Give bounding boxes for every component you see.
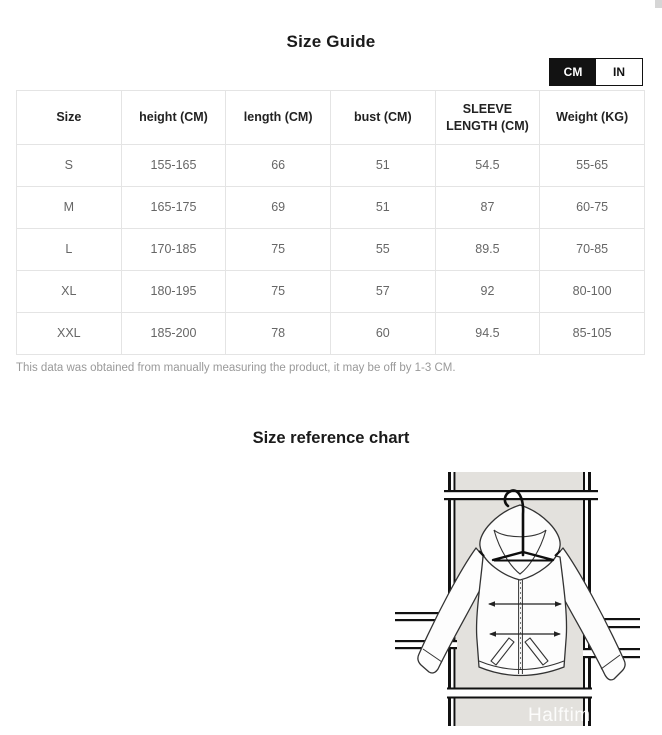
size-table-cell: 51 bbox=[330, 145, 435, 187]
size-table-cell: 60-75 bbox=[540, 187, 645, 229]
size-table-cell: 92 bbox=[435, 271, 540, 313]
size-table-cell: 80-100 bbox=[540, 271, 645, 313]
size-table-cell: 89.5 bbox=[435, 229, 540, 271]
size-table-cell: 94.5 bbox=[435, 313, 540, 355]
size-table-column-header: height (CM) bbox=[121, 91, 226, 145]
size-reference-illustration bbox=[392, 468, 662, 735]
size-table-cell: 66 bbox=[226, 145, 331, 187]
unit-toggle bbox=[549, 58, 643, 86]
size-table-cell: L bbox=[17, 229, 122, 271]
size-table-column-header: length (CM) bbox=[226, 91, 331, 145]
size-table-row bbox=[17, 145, 645, 187]
size-table-cell: 170-185 bbox=[121, 229, 226, 271]
size-table-cell: 55 bbox=[330, 229, 435, 271]
size-table-cell: 87 bbox=[435, 187, 540, 229]
measurement-note: This data was obtained from manually measuring the product, it may be off by 1-3 CM. bbox=[16, 362, 456, 374]
size-table-cell: 55-65 bbox=[540, 145, 645, 187]
size-table-cell: 69 bbox=[226, 187, 331, 229]
size-table-cell: 70-85 bbox=[540, 229, 645, 271]
size-table-column-header: Size bbox=[17, 91, 122, 145]
size-table-column-header: bust (CM) bbox=[330, 91, 435, 145]
size-table-cell: 85-105 bbox=[540, 313, 645, 355]
size-table-cell: 78 bbox=[226, 313, 331, 355]
size-table-cell: 51 bbox=[330, 187, 435, 229]
size-table-cell: 180-195 bbox=[121, 271, 226, 313]
size-table-cell: 165-175 bbox=[121, 187, 226, 229]
section-title-size-reference: Size reference chart bbox=[252, 428, 410, 447]
unit-in-button[interactable]: IN bbox=[596, 59, 642, 85]
page-title: Size Guide bbox=[286, 32, 376, 52]
size-table-row bbox=[17, 187, 645, 229]
size-table-cell: 75 bbox=[226, 229, 331, 271]
size-table-body bbox=[17, 145, 645, 355]
size-table-column-header: SLEEVE LENGTH (CM) bbox=[435, 91, 540, 145]
size-table-row bbox=[17, 271, 645, 313]
size-table-cell: 155-165 bbox=[121, 145, 226, 187]
size-table-cell: 57 bbox=[330, 271, 435, 313]
size-table-row bbox=[17, 313, 645, 355]
size-table-cell: M bbox=[17, 187, 122, 229]
size-table-header-row bbox=[17, 91, 645, 145]
size-table-cell: 54.5 bbox=[435, 145, 540, 187]
watermark: Halftime bbox=[528, 705, 602, 726]
unit-cm-button[interactable]: CM bbox=[550, 59, 596, 85]
size-table-cell: 60 bbox=[330, 313, 435, 355]
scrollbar-fragment bbox=[655, 0, 662, 8]
jacket-diagram-graphic bbox=[392, 468, 662, 735]
size-table-column-header: Weight (KG) bbox=[540, 91, 645, 145]
size-table-header bbox=[17, 91, 645, 145]
size-table-cell: XL bbox=[17, 271, 122, 313]
size-table-row bbox=[17, 229, 645, 271]
size-table-cell: 75 bbox=[226, 271, 331, 313]
size-table-cell: 185-200 bbox=[121, 313, 226, 355]
size-table-cell: S bbox=[17, 145, 122, 187]
size-table-cell: XXL bbox=[17, 313, 122, 355]
size-table bbox=[16, 90, 645, 355]
